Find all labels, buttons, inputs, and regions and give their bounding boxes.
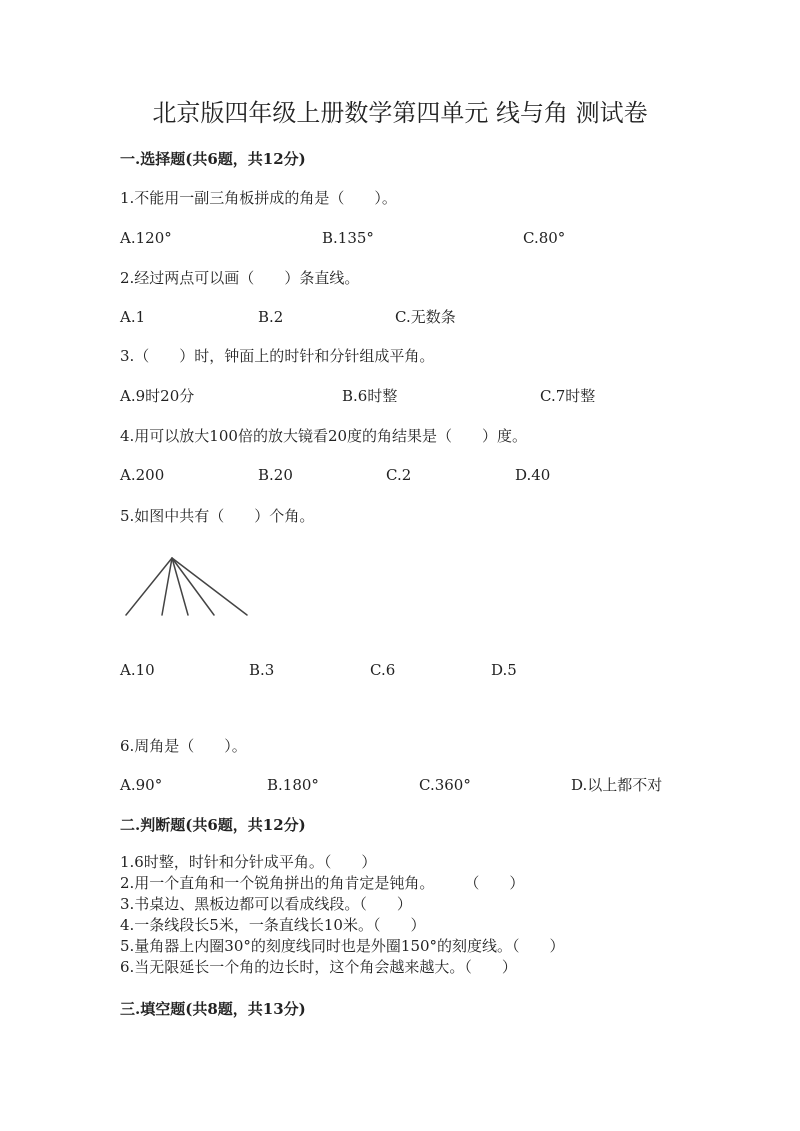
question-4-stem: 4.用可以放大100倍的放大镜看20度的角结果是（ ）度。 — [120, 427, 528, 445]
ray-1 — [126, 558, 172, 615]
ray-5 — [172, 558, 247, 615]
ray-2 — [162, 558, 172, 615]
question-6-option-d: D.以上都不对 — [571, 776, 663, 794]
question-2-option-a: A.1 — [120, 308, 146, 326]
question-6-stem: 6.周角是（ ）。 — [120, 737, 247, 755]
true-false-item-2: 2.用一个直角和一个锐角拼出的角肯定是钝角。 （ ） — [120, 874, 525, 892]
question-3-stem: 3.（ ）时，钟面上的时针和分针组成平角。 — [120, 347, 435, 365]
question-4-option-a: A.200 — [120, 466, 165, 484]
ray-3 — [172, 558, 188, 615]
question-3-option-c: C.7时整 — [540, 387, 596, 405]
question-5-option-a: A.10 — [120, 661, 155, 679]
question-1-option-c: C.80° — [523, 229, 566, 247]
true-false-item-1: 1.6时整，时针和分针成平角。（ ） — [120, 853, 377, 871]
question-3-option-b: B.6时整 — [342, 387, 398, 405]
section-heading-true-false: 二.判断题(共6题，共12分) — [120, 816, 306, 834]
question-5-stem: 5.如图中共有（ ）个角。 — [120, 507, 315, 525]
question-5-option-b: B.3 — [249, 661, 275, 679]
question-4-option-d: D.40 — [515, 466, 551, 484]
true-false-item-6: 6.当无限延长一个角的边长时，这个角会越来越大。（ ） — [120, 958, 517, 976]
true-false-item-3: 3.书桌边、黑板边都可以看成线段。（ ） — [120, 895, 412, 913]
angle-figure — [120, 555, 255, 620]
question-5-option-d: D.5 — [491, 661, 517, 679]
question-4-option-c: C.2 — [386, 466, 412, 484]
section-heading-choice: 一.选择题(共6题，共12分) — [120, 150, 306, 168]
question-6-option-b: B.180° — [267, 776, 319, 794]
ray-4 — [172, 558, 214, 615]
question-5-option-c: C.6 — [370, 661, 396, 679]
question-2-option-c: C.无数条 — [395, 308, 456, 326]
question-4-option-b: B.20 — [258, 466, 293, 484]
page-title: 北京版四年级上册数学第四单元 线与角 测试卷 — [152, 99, 648, 127]
true-false-item-4: 4.一条线段长5米，一条直线长10米。（ ） — [120, 916, 426, 934]
question-1-option-b: B.135° — [322, 229, 374, 247]
question-6-option-c: C.360° — [419, 776, 471, 794]
question-6-option-a: A.90° — [120, 776, 163, 794]
true-false-item-5: 5.量角器上内圈30°的刻度线同时也是外圈150°的刻度线。（ ） — [120, 937, 565, 955]
question-2-option-b: B.2 — [258, 308, 284, 326]
question-1-stem: 1.不能用一副三角板拼成的角是（ ）。 — [120, 189, 397, 207]
question-3-option-a: A.9时20分 — [120, 387, 195, 405]
question-1-option-a: A.120° — [120, 229, 172, 247]
section-heading-fill-blank: 三.填空题(共8题，共13分) — [120, 1000, 306, 1018]
question-2-stem: 2.经过两点可以画（ ）条直线。 — [120, 269, 360, 287]
